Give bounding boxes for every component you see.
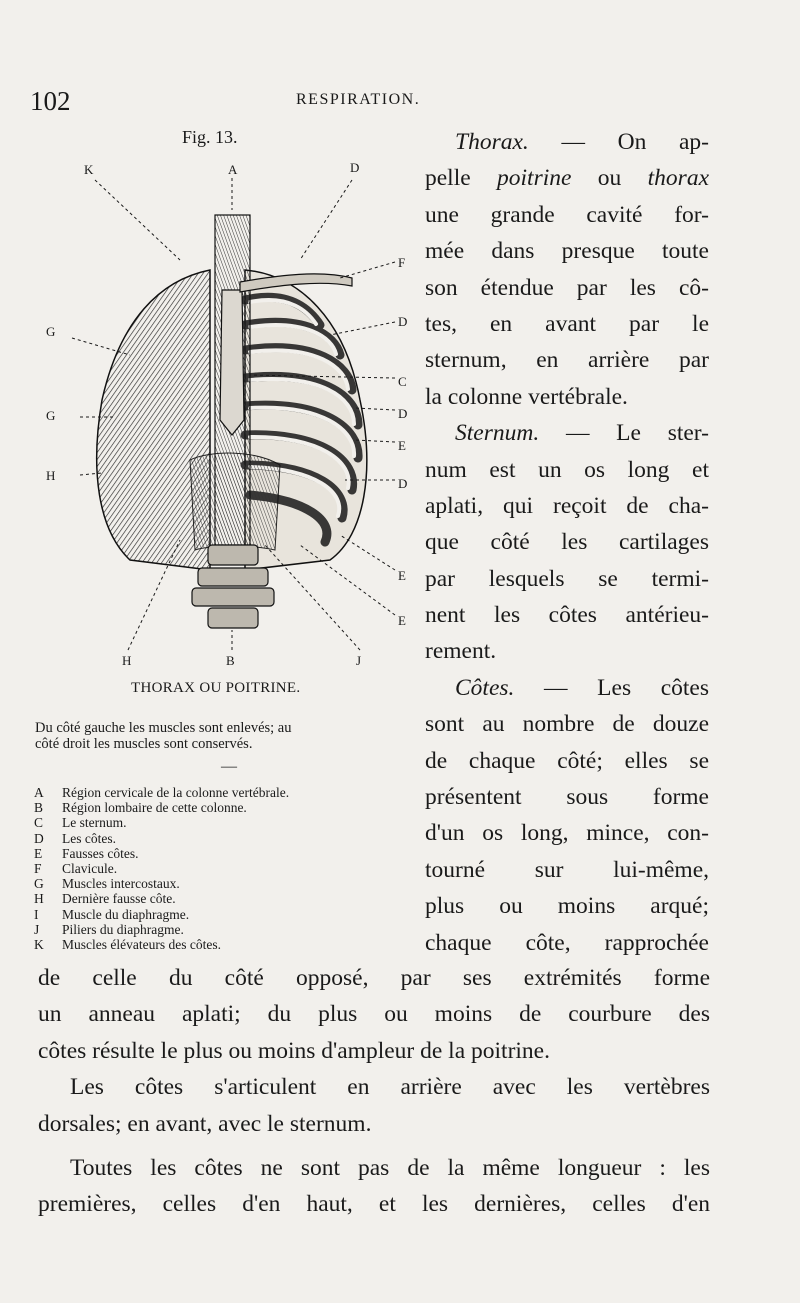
legend-text: Piliers du diaphragme. [62,921,184,937]
letter-b: B [226,653,235,668]
full-width-text [38,960,710,1223]
text-line: son étendue par les cô- [425,274,709,301]
letter-h-bottom: H [122,653,132,668]
text-line: la colonne vertébrale. [425,383,628,410]
letter-e-1: E [398,438,406,453]
text-line: une grande cavité for- [425,201,709,228]
legend-key: H [34,891,44,907]
diaphragm [190,453,280,550]
text-line: de chaque côté; elles se [425,747,709,774]
legend-key: E [34,845,43,861]
text-line: côtes résulte le plus ou moins d'ampleur de la poitrine. [38,1037,550,1064]
text-line: sternum, en arrière par [425,347,709,374]
letter-g-1: G [46,324,56,339]
legend-row [34,876,414,891]
legend-row [34,815,414,830]
text-line: Thorax. — On ap- [455,129,709,155]
legend-row [34,831,414,846]
text-line: tourné sur lui-même, [425,856,709,883]
legend-text: Muscles intercostaux. [62,876,180,892]
legend-row [34,922,414,937]
running-title: RESPIRATION. [296,91,421,108]
letter-e-3: E [398,613,406,628]
text-line: chaque côte, rapprochée [425,929,709,956]
text-line: dorsales; en avant, avec le sternum. [38,1110,372,1137]
letter-d-3: D [398,476,408,491]
text-line: que côté les cartilages [425,529,709,556]
legend-text: Muscle du diaphragme. [62,906,190,922]
legend-key: F [34,861,42,877]
legend-row [34,891,414,906]
text-line: présentent sous forme [425,784,709,811]
legend-text: Clavicule. [62,861,118,877]
text-line: Côtes. — Les côtes [455,674,709,701]
text-line: tes, en avant par le [425,310,709,337]
letter-j: J [356,653,362,668]
letter-g-2: G [46,408,56,423]
legend-text: Dernière fausse côte. [62,891,176,907]
left-muscles [97,270,210,570]
sternum [220,290,244,435]
text-line: mée dans presque toute [425,238,709,265]
legend-key: J [34,921,40,937]
text-line: Sternum. — Le ster- [455,420,709,447]
text-line: Les côtes s'articulent en arrière avec les vertèbres [70,1074,710,1101]
legend-key: K [34,937,44,953]
text-line: aplati, qui reçoit de cha- [425,492,709,519]
legend-key: I [34,906,39,922]
legend-row [34,907,414,922]
text-line: un anneau aplati; du plus ou moins de courbure des [38,1001,710,1028]
legend-key: A [34,785,44,800]
figure-note-line-1: Du côté gauche les muscles sont enlevés; au [35,720,292,736]
letter-c: C [398,374,407,389]
legend-row [34,937,414,952]
letter-a: A [228,162,238,177]
text-line: de celle du côté opposé, par ses extrémités forme [38,965,710,991]
text-line: Toutes les côtes ne sont pas de la même longueur : les [70,1154,710,1181]
legend-row [34,846,414,861]
side-text-column [425,124,709,961]
legend-row [34,785,414,800]
legend-key: B [34,800,44,816]
legend-text: Les côtes. [62,830,116,846]
legend-text: Muscles élévateurs des côtes. [62,937,221,953]
thorax-drawing [40,150,420,680]
text-line: sont au nombre de douze [425,711,709,738]
legend-text: Région lombaire de cette colonne. [62,800,247,816]
letter-f: F [398,255,406,270]
figure-legend [34,785,414,952]
letter-k: K [84,162,94,177]
legend-row [34,861,414,876]
legend-key: G [34,876,44,892]
thorax-illustration [40,150,420,680]
text-line: premières, celles d'en haut, et les dernières, celles d'en [38,1191,710,1218]
letter-d-2: D [398,406,408,421]
legend-key: C [34,815,44,831]
letter-d-top: D [350,160,360,175]
legend-key: D [34,830,44,846]
figure-note [35,720,430,752]
letter-d-1: D [398,314,408,329]
page-number: 102 [30,86,71,116]
figure-note-line-2: côté droit les muscles sont conservés. [35,736,253,752]
legend-separator: — [221,758,237,775]
legend-text: Le sternum. [62,815,127,831]
text-line: plus ou moins arqué; [425,893,709,920]
figure-label: Fig. 13. [182,127,238,147]
letter-h-left: H [46,468,56,483]
legend-text: Région cervicale de la colonne vertébrale. [62,785,290,800]
text-line: num est un os long et [425,456,709,483]
figure-caption: THORAX OU POITRINE. [131,680,301,696]
legend-text: Fausses côtes. [62,845,139,861]
text-line: par lesquels se termi- [425,565,709,592]
text-line: d'un os long, mince, con- [425,820,709,847]
text-line: rement. [425,638,497,665]
letter-e-2: E [398,568,406,583]
text-line: pelle poitrine ou thorax [425,165,710,192]
text-line: nent les côtes antérieu- [425,602,709,629]
legend-row [34,800,414,815]
